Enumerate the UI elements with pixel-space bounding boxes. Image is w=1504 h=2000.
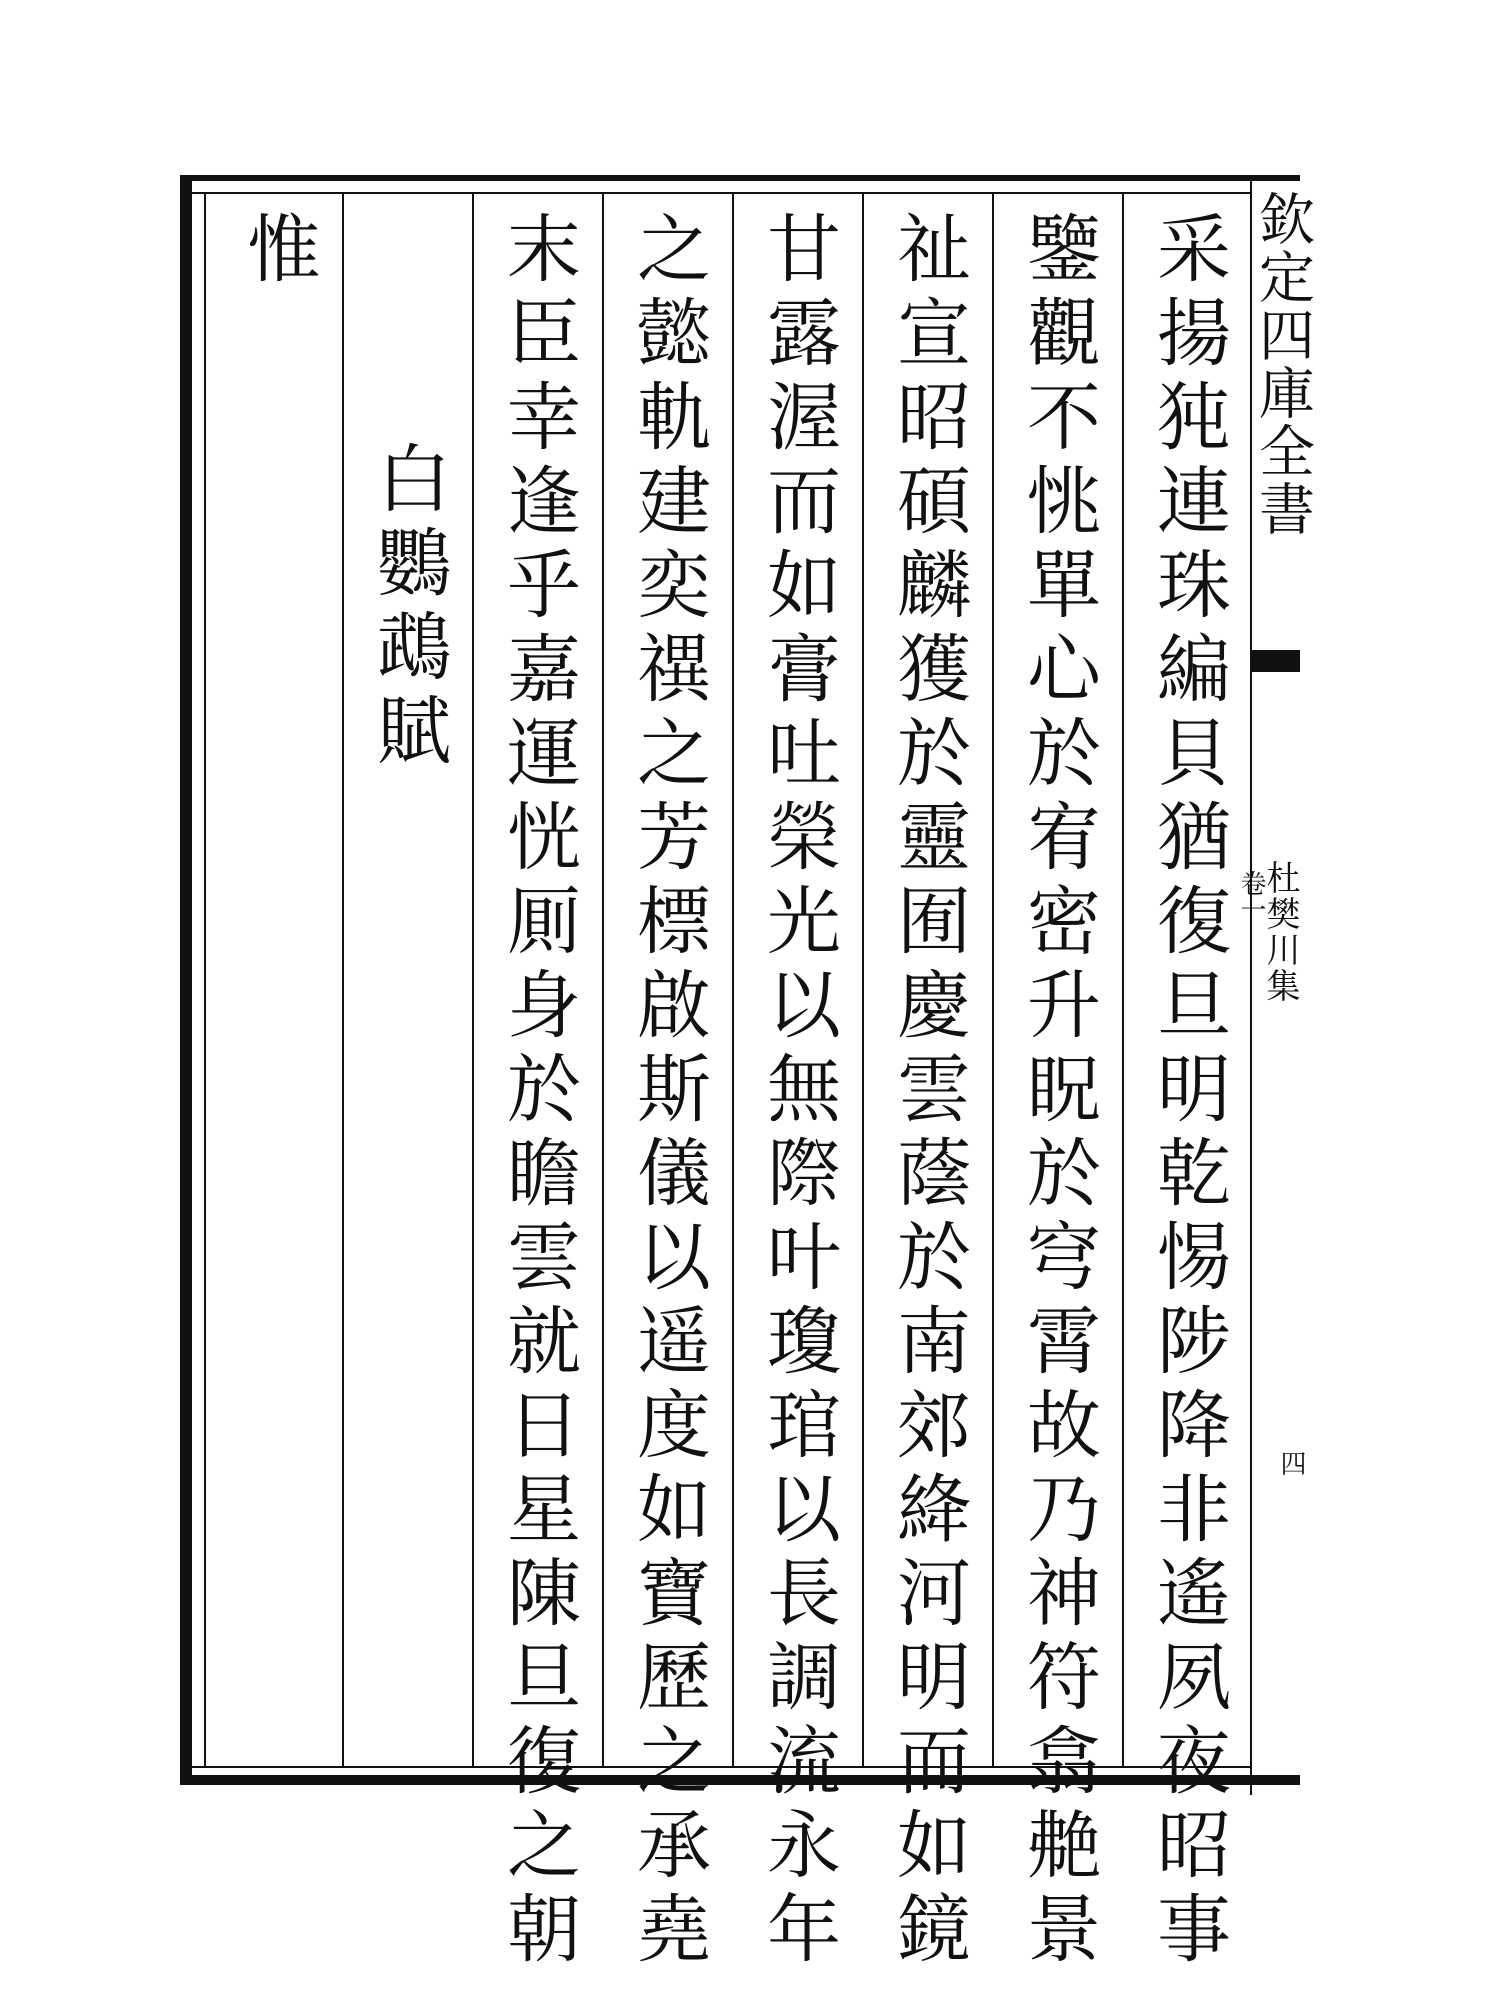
column-rule bbox=[1122, 192, 1124, 1768]
text-column-6: 末臣幸逢乎嘉運恍厠身於瞻雲就日星陳旦復之朝 bbox=[495, 210, 581, 1974]
fish-tail-mark bbox=[1250, 650, 1300, 672]
column-rule bbox=[992, 192, 994, 1768]
text-column-8: 惟 bbox=[235, 210, 321, 294]
text-column-4: 甘露渥而如膏吐榮光以無際叶瓊琯以長調流永年 bbox=[755, 210, 841, 1974]
column-rule bbox=[342, 192, 344, 1768]
column-rule bbox=[732, 192, 734, 1768]
text-column-3: 祉宣昭碩麟獲於靈囿慶雲蔭於南郊絳河明而如鏡 bbox=[885, 210, 971, 1974]
text-column-1: 采揚㹠連珠編貝猶復旦明乾惕陟降非遙夙夜昭事 bbox=[1145, 210, 1231, 1974]
margin-page-number: 四 bbox=[1276, 1450, 1306, 1476]
column-rule bbox=[862, 192, 864, 1768]
text-column-2: 鑒觀不恌單心於宥密升眖於穹霄故乃神符翕艴景 bbox=[1015, 210, 1101, 1974]
margin-collection-title: 杜樊川集 bbox=[1260, 860, 1300, 1004]
inner-top-rule bbox=[192, 192, 1250, 194]
margin-title: 欽定四庫全書 bbox=[1250, 190, 1315, 538]
column-rule bbox=[472, 192, 474, 1768]
page-frame bbox=[180, 175, 1300, 1785]
margin-juan-number: 卷一 bbox=[1236, 870, 1266, 922]
inner-left-rule bbox=[204, 192, 206, 1768]
text-column-5: 之懿軌建奕禩之芳標啟斯儀以遥度如寶歷之承堯 bbox=[625, 210, 711, 1974]
column-rule bbox=[602, 192, 604, 1768]
essay-title: 白鸚鵡賦 bbox=[365, 440, 451, 776]
